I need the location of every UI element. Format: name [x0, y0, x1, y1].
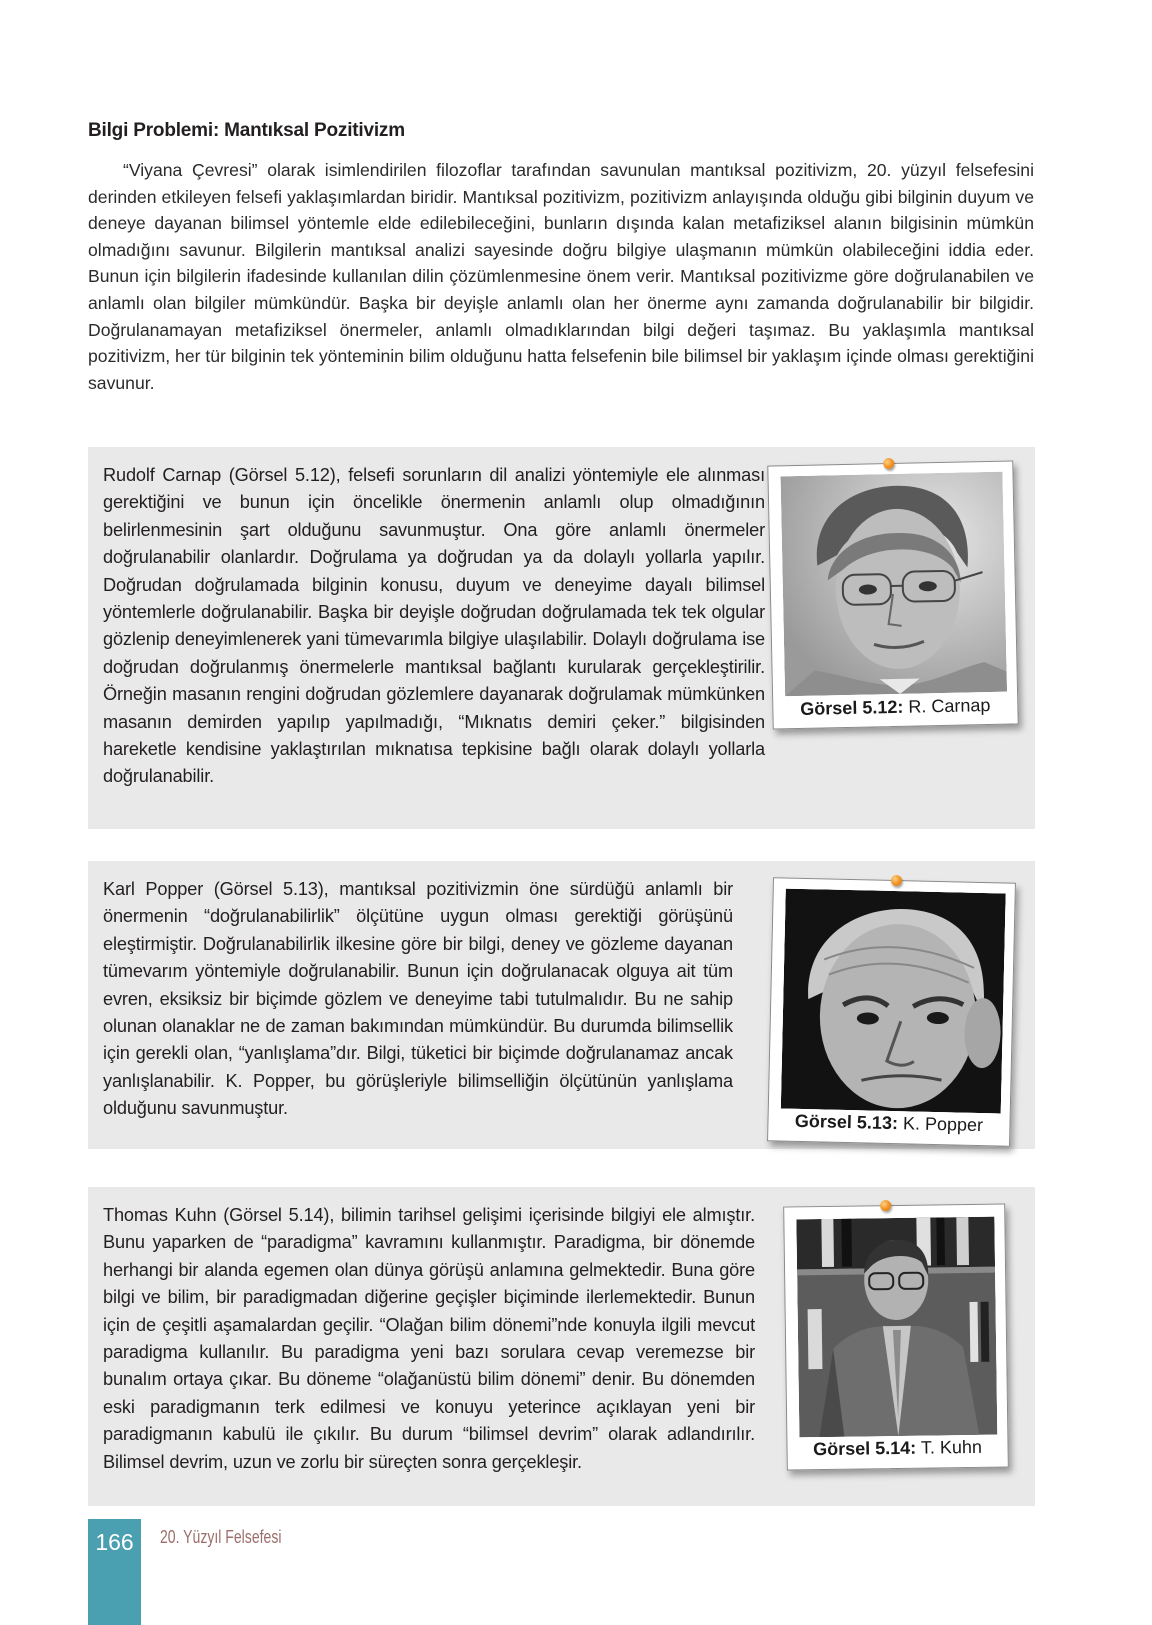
intro-paragraph [88, 157, 1034, 396]
kuhn-photo-frame [783, 1203, 1009, 1470]
intro-text: “Viyana Çevresi” olarak isimlendirilen filozoflar tarafından savunulan mantıksal pozitivizm, 20. yüzyıl felsefesini derinden etkileyen felsefi yaklaşımlardan biridir. Mantıksal pozitivizm, pozitivizm anlayışında olduğu gibi bilginin duyum ve deneye dayanan bilimsel yöntemle elde edilebileceğini, bunların dışında kalan metafiziksel alanın bilgisinin mümkün olmadığını savunur. Bilgilerin mantıksal analizi sayesinde doğru bilgiye ulaşmanın mümkün olabileceğini iddia eder. Bunun için bilgilerin ifadesinde kullanılan dilin çözümlenmesine önem verir. Mantıksal pozitivizme göre doğrulanabilen ve anlamlı olan bilgiler mümkündür. Başka bir deyişle anlamlı olan her önerme aynı zamanda doğrulanabilir bir bilgidir. Doğrulanamayan metafiziksel önermeler, anlamlı olmadıklarından bilgi değeri taşımaz. Bu yaklaşımla mantıksal pozitivizm, her tür bilginin tek yönteminin bilim olduğunu hatta felsefenin bile bilimsel bir yaklaşım içinde olması gerektiğini savunur. [88, 160, 1034, 393]
carnap-text: Rudolf Carnap (Görsel 5.12), felsefi sorunların dil analizi yöntemiyle ele alınması gerektiğini ve bunun için öncelikle önermenin anlamlı olup olmadığının belirlenmesinin şart olduğunu savunmuştur. Ona göre anlamlı önermeler doğrulanabilir olanlardır. Doğrulama ya doğrudan ya da dolaylı yollarla yapılır. Doğrudan doğrulamada bilginin konusu, duyum ve deneyime dayalı bilimsel yöntemlerle doğrulanabilir. Başka bir deyişle doğrudan doğrulamada tek tek olgular gözlenip deneyimlenerek yani tümevarımla bilgiye ulaşılabilir. Dolaylı doğrulama ise doğrudan doğrulanmış önermelerle mantıksal bağlantı kurularak gerçekleştirilir. Örneğin masanın rengini doğrudan gözlemlere dayanarak doğrulamak mümkünken masanın demirden yapılıp yapılmadığı, “Mıknatıs demiri çeker.” bilgisinden hareketle kendisine yaklaştırılan mıknatısa tepkisine bağlı olarak dolaylı yollarla doğrulanabilir. [103, 465, 765, 787]
caption-name: R. Carnap [908, 694, 991, 717]
carnap-caption [773, 694, 1017, 720]
carnap-portrait [780, 472, 1007, 697]
section-title: Bilgi Problemi: Mantıksal Pozitivizm [88, 120, 405, 141]
caption-name: K. Popper [902, 1113, 984, 1136]
pushpin-icon [883, 458, 894, 469]
caption-label: Görsel 5.14: [813, 1437, 917, 1460]
popper-caption [768, 1110, 1009, 1136]
caption-label: Görsel 5.13: [794, 1110, 899, 1134]
carnap-photo-frame [767, 460, 1018, 729]
kuhn-caption [787, 1436, 1007, 1460]
kuhn-portrait [796, 1217, 997, 1438]
page-number-tab [88, 1519, 141, 1625]
chapter-title: 20. Yüzyıl Felsefesi [160, 1527, 282, 1547]
popper-photo-frame [767, 877, 1016, 1146]
popper-portrait [781, 889, 1006, 1114]
caption-label: Görsel 5.12: [800, 696, 904, 719]
page-number: 166 [95, 1529, 134, 1555]
pushpin-icon [880, 1200, 891, 1211]
caption-name: T. Kuhn [920, 1436, 983, 1458]
pushpin-icon [891, 875, 902, 886]
popper-text: Karl Popper (Görsel 5.13), mantıksal pozitivizmin öne sürdüğü anlamlı bir önermenin “doğrulanabilirlik” ölçütüne uygun olması gerektiği görüşünü eleştirmiştir. Doğrulanabilirlik ilkesine göre bir bilgi, deney ve gözleme dayanan tümevarım yöntemiyle doğrulanabilir. Bunun için doğrulanacak olguya ait tüm evren, eksiksiz bir biçimde gözlem ve deneyime tabi tutulmalıdır. Bu ne sahip olunan olanaklar ne de zaman bakımından mümkündür. Bu durumda bilimsellik için gerekli olan, “yanlışlama”dır. Bilgi, tüketici bir biçimde doğrulanamaz ancak yanlışlanabilir. K. Popper, bu görüşleriyle bilimselliğin ölçütünün yanlışlama olduğunu savunmuştur. [103, 879, 733, 1119]
kuhn-text: Thomas Kuhn (Görsel 5.14), bilimin tarihsel gelişimi içerisinde bilgiyi ele almıştır. Bunu yaparken de “paradigma” kavramını kullanmıştır. Paradigma, bir dönemde herhangi bir alanda egemen olan dünya görüşü anlamına gelmektedir. Buna göre bilgi ve bilim, bir paradigmadan diğerine geçişler biçiminde ilerlemektedir. Bunun için de çeşitli aşamalardan geçilir. “Olağan bilim dönemi”nde konuyla ilgili mevcut paradigma kullanılır. Bu paradigma yeni bazı sorulara cevap veremezse bir bunalım ortaya çıkar. Bu döneme “olağanüstü bilim dönemi” denir. Bu dönemden eski paradigmanın terk edilmesi ve konuyu yeterince açıklayan yeni bir paradigmanın kabulü ile çıkılır. Bu durum “bilimsel devrim” olarak adlandırılır. Bilimsel devrim, uzun ve zorlu bir süreçten sonra gerçekleşir. [103, 1205, 755, 1472]
